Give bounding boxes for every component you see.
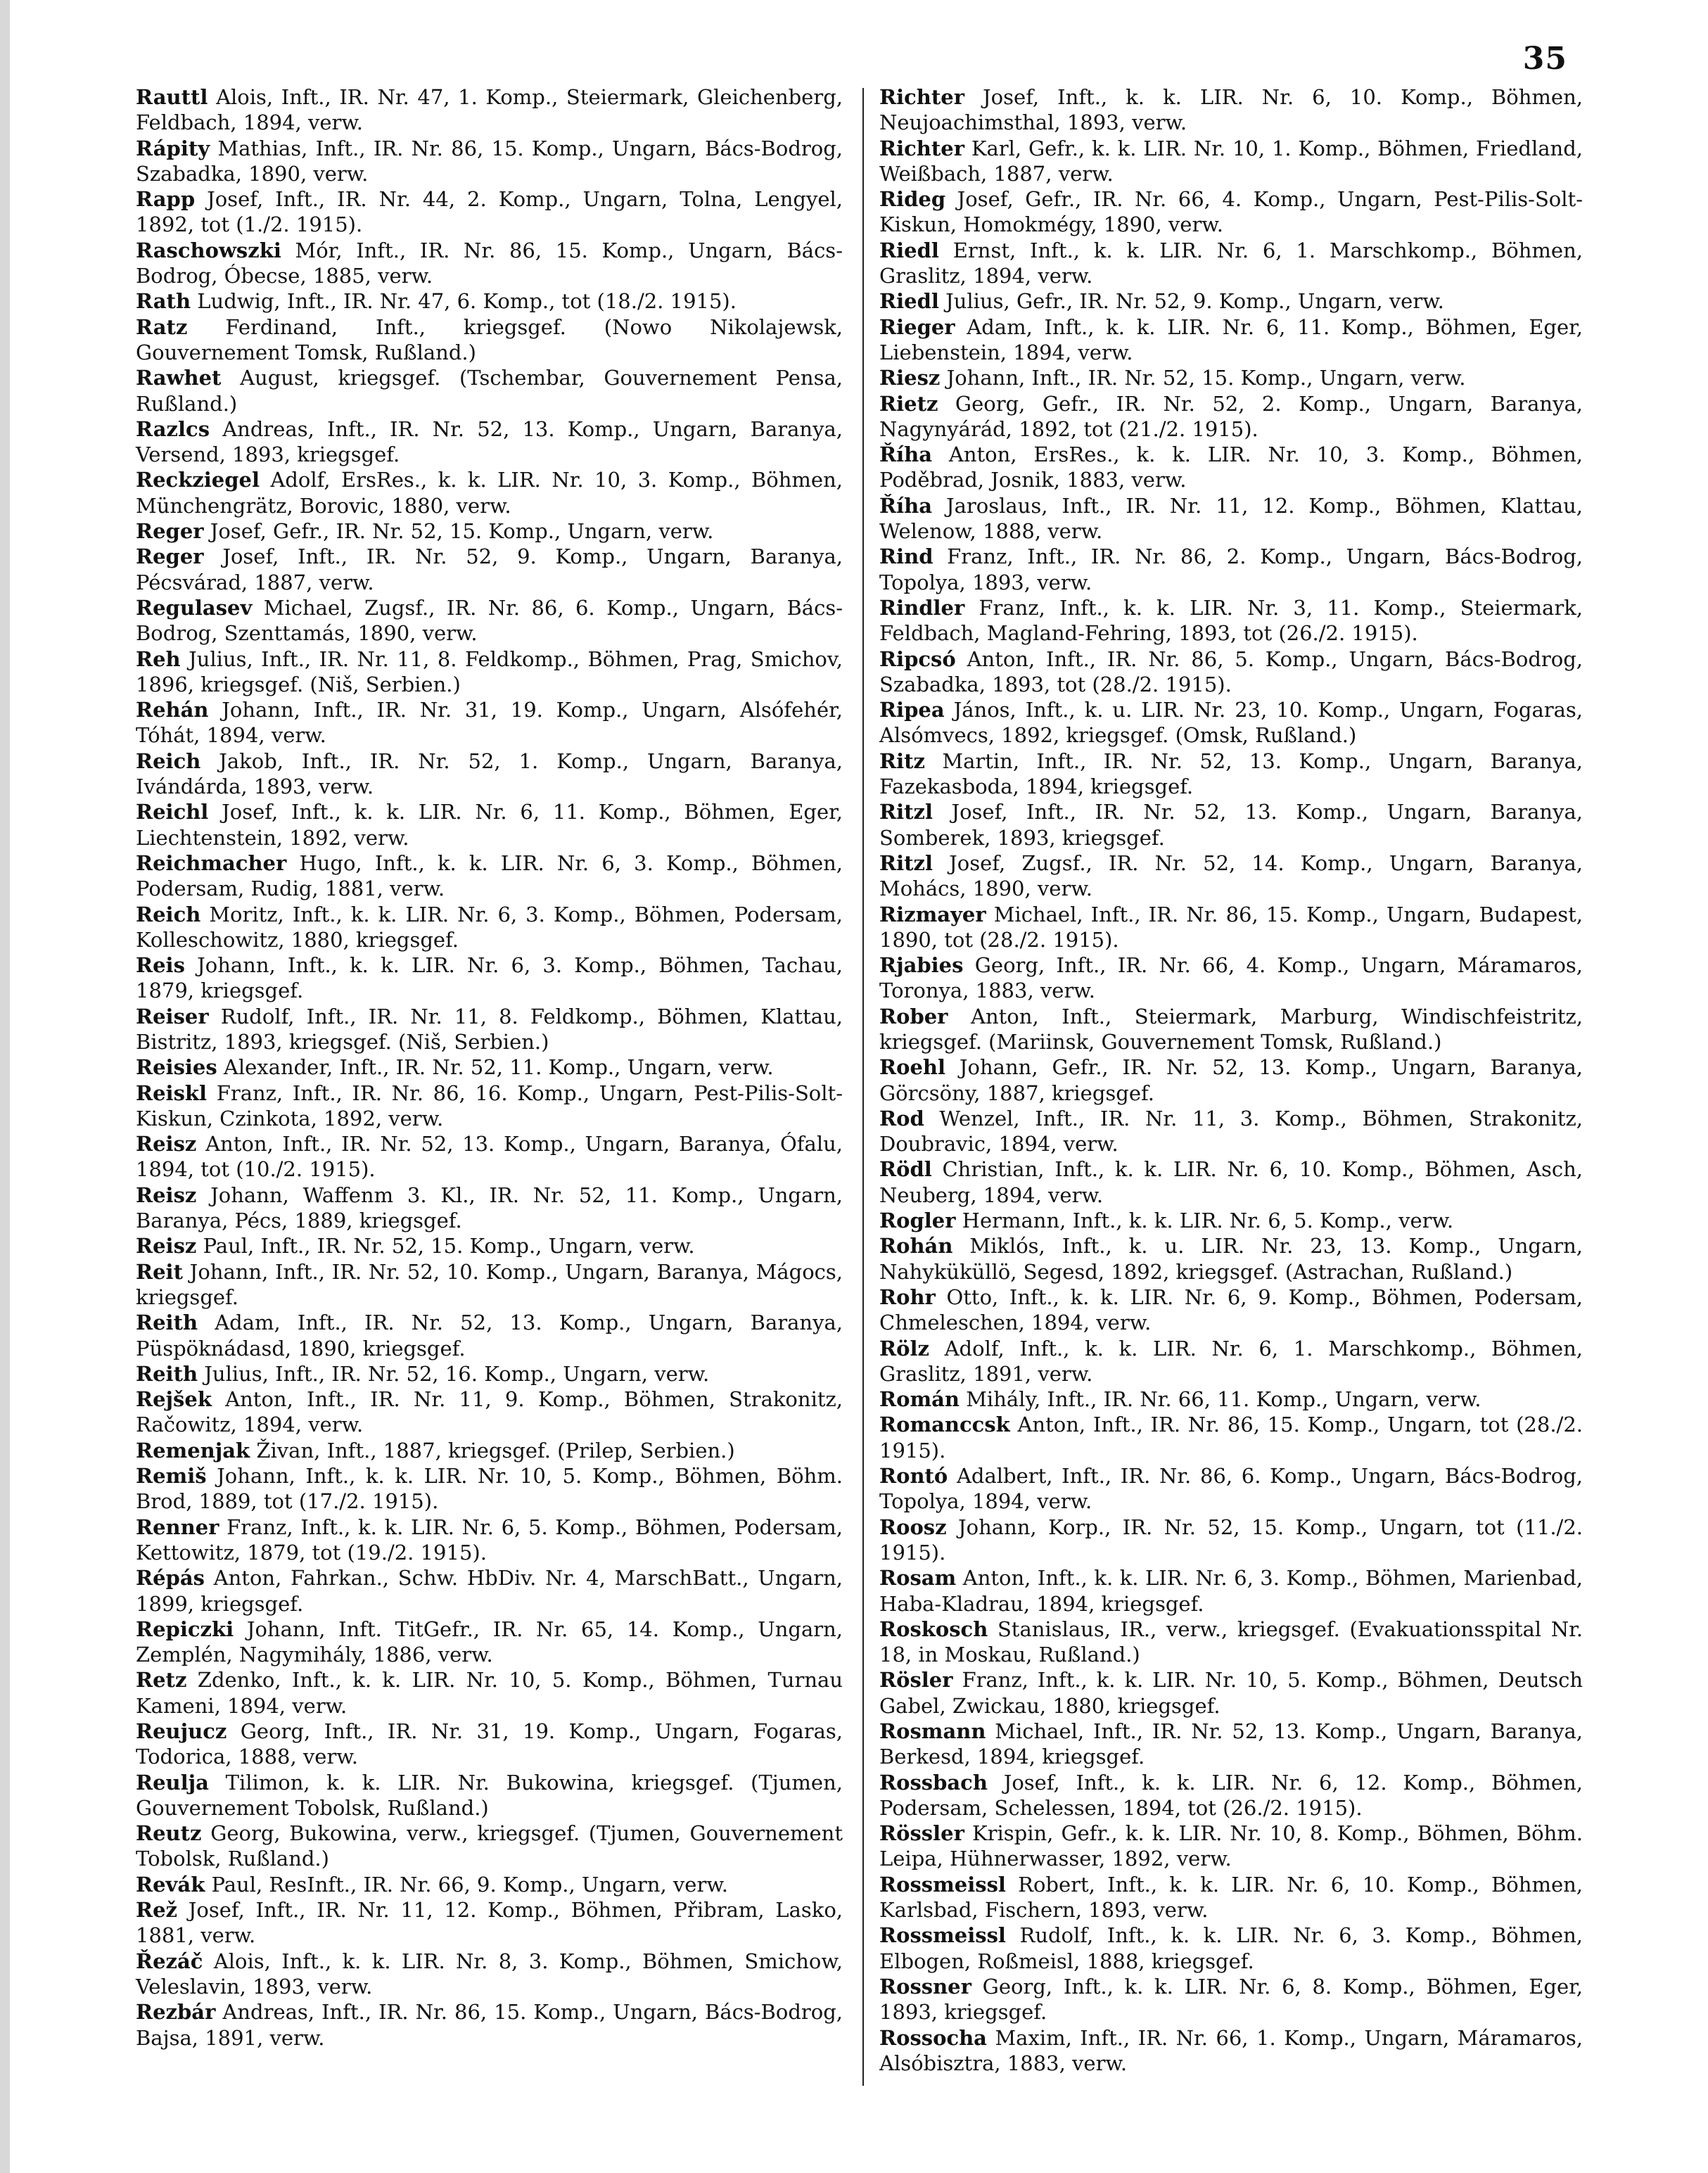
entry-details: Franz, Inft., k. k. LIR. Nr. 6, 5. Komp., Böhmen, Podersam, Kettowitz, 1879, tot (19./2. 1915). — [136, 1515, 843, 1565]
register-entry — [136, 1515, 843, 1566]
entry-details: Georg, Gefr., IR. Nr. 52, 2. Komp., Ungarn, Baranya, Nagynyárád, 1892, tot (21./2. 1915). — [879, 391, 1583, 441]
entry-surname: Reichmacher — [136, 850, 287, 875]
register-entry — [879, 1821, 1583, 1872]
register-entry — [879, 186, 1583, 238]
register-entry — [879, 1106, 1583, 1157]
entry-surname: Riesz — [879, 366, 941, 390]
register-entry — [136, 595, 843, 646]
register-entry — [136, 1897, 843, 1949]
entry-details: Adam, Inft., k. k. LIR. Nr. 6, 11. Komp., Böhmen, Eger, Liebenstein, 1894, verw. — [879, 314, 1583, 364]
entry-surname: Rossner — [879, 1974, 971, 1999]
register-entry — [879, 1004, 1583, 1055]
register-entry — [136, 1565, 843, 1617]
entry-surname: Reich — [136, 902, 201, 926]
entry-surname: Řezáč — [136, 1949, 203, 1973]
entry-surname: Rössler — [879, 1821, 964, 1846]
entry-details: Georg, Inft., IR. Nr. 66, 4. Komp., Ungarn, Máramaros, Toronya, 1883, verw. — [879, 953, 1583, 1003]
entry-details: Josef, Inft., k. k. LIR. Nr. 6, 11. Komp., Böhmen, Eger, Liechtenstein, 1892, verw. — [136, 800, 843, 850]
entry-details: Anton, Inft., Steiermark, Marburg, Windischfeistritz, kriegsgef. (Mariinsk, Gouvernement Tomsk, Rußland.) — [879, 1004, 1583, 1054]
register-entry — [136, 1999, 843, 2051]
register-entry — [879, 902, 1583, 953]
entry-details: Julius, Gefr., IR. Nr. 52, 9. Komp., Ungarn, verw. — [938, 289, 1444, 314]
entry-details: Miklós, Inft., k. u. LIR. Nr. 23, 13. Komp., Ungarn, Nahyküküllö, Segesd, 1892, kriegsgef. (Astrachan, Rußland.) — [879, 1234, 1583, 1284]
register-entry — [136, 1233, 843, 1258]
entry-details: Anton, ErsRes., k. k. LIR. Nr. 10, 3. Komp., Böhmen, Poděbrad, Josnik, 1883, verw. — [879, 442, 1583, 492]
register-entry — [879, 1285, 1583, 1336]
register-entry — [136, 952, 843, 1004]
entry-details: Rudolf, Inft., k. k. LIR. Nr. 6, 3. Komp., Böhmen, Elbogen, Roßmeisl, 1888, kriegsgef. — [879, 1923, 1583, 1973]
entry-surname: Rosam — [879, 1566, 957, 1591]
entry-details: Josef, Inft., IR. Nr. 52, 9. Komp., Ungarn, Baranya, Pécsvárad, 1887, verw. — [136, 544, 843, 594]
register-entry — [136, 902, 843, 953]
entry-details: Franz, Inft., IR. Nr. 86, 16. Komp., Ungarn, Pest-Pilis-Solt-Kiskun, Czinkota, 1892, verw. — [136, 1081, 843, 1130]
register-entry — [136, 186, 843, 238]
entry-surname: Rind — [879, 544, 933, 569]
entry-surname: Regulasev — [136, 595, 253, 620]
register-entry — [879, 1336, 1583, 1387]
register-entry — [879, 136, 1583, 187]
entry-surname: Reckziegel — [136, 468, 260, 492]
scan-edge — [0, 0, 10, 2173]
register-entry — [879, 1770, 1583, 1821]
entry-details: Anton, Inft., IR. Nr. 11, 9. Komp., Böhmen, Strakonitz, Račowitz, 1894, verw. — [136, 1387, 843, 1437]
register-entry — [879, 1667, 1583, 1719]
entry-surname: Ripcsó — [879, 646, 956, 671]
entry-details: Franz, Inft., k. k. LIR. Nr. 10, 5. Komp., Böhmen, Deutsch Gabel, Zwickau, 1880, kriegsgef. — [879, 1668, 1583, 1718]
register-entry — [879, 1719, 1583, 1770]
entry-surname: Remiš — [136, 1464, 207, 1489]
register-entry — [879, 1156, 1583, 1208]
entry-surname: Reisz — [136, 1183, 197, 1207]
entry-surname: Rawhet — [136, 366, 222, 390]
entry-details: Rudolf, Inft., IR. Nr. 11, 8. Feldkomp., Böhmen, Klattau, Bistritz, 1893, kriegsgef. (Niš, Serbien.) — [136, 1004, 843, 1054]
entry-surname: Rápity — [136, 136, 210, 160]
register-entry — [136, 1310, 843, 1361]
entry-surname: Reisz — [136, 1132, 197, 1156]
entry-details: Maxim, Inft., IR. Nr. 66, 1. Komp., Ungarn, Máramaros, Alsóbisztra, 1883, verw. — [879, 2025, 1583, 2075]
entry-details: Johann, Inft., IR. Nr. 31, 19. Komp., Ungarn, Alsófehér, Tóhát, 1894, verw. — [136, 698, 843, 748]
entry-surname: Rontó — [879, 1464, 948, 1489]
register-entry — [879, 1515, 1583, 1566]
entry-surname: Rjabies — [879, 953, 964, 978]
entry-surname: Ripea — [879, 698, 945, 722]
entry-details: Robert, Inft., k. k. LIR. Nr. 6, 10. Komp., Böhmen, Karlsbad, Fischern, 1893, verw. — [879, 1872, 1583, 1923]
entry-details: Adalbert, Inft., IR. Nr. 86, 6. Komp., Ungarn, Bács-Bodrog, Topolya, 1894, verw. — [879, 1464, 1583, 1514]
entry-surname: Reulja — [136, 1770, 209, 1795]
register-entry — [879, 1923, 1583, 1974]
entry-surname: Repiczki — [136, 1617, 234, 1641]
register-entry — [879, 544, 1583, 595]
entry-surname: Revák — [136, 1872, 205, 1897]
entry-surname: Říha — [879, 442, 932, 467]
entry-surname: Répás — [136, 1566, 205, 1591]
entry-surname: Reiskl — [136, 1081, 208, 1105]
entry-surname: Rapp — [136, 187, 196, 212]
entry-details: Mathias, Inft., IR. Nr. 86, 15. Komp., Ungarn, Bács-Bodrog, Szabadka, 1890, verw. — [136, 136, 843, 186]
entry-surname: Rizmayer — [879, 902, 986, 926]
entry-details: Andreas, Inft., IR. Nr. 86, 15. Komp., Ungarn, Bács-Bodrog, Bajsa, 1891, verw. — [136, 2000, 843, 2050]
entry-surname: Reisies — [136, 1055, 217, 1080]
register-entry — [136, 1054, 843, 1080]
column-divider — [862, 88, 864, 2086]
entry-surname: Richter — [879, 85, 964, 109]
entry-details: Hugo, Inft., k. k. LIR. Nr. 6, 3. Komp., Böhmen, Podersam, Rudig, 1881, verw. — [136, 850, 843, 901]
entry-surname: Rehán — [136, 698, 209, 722]
entry-surname: Rezbár — [136, 2000, 216, 2025]
entry-surname: Roehl — [879, 1055, 945, 1080]
entry-surname: Reis — [136, 953, 185, 978]
entry-details: Michael, Inft., IR. Nr. 52, 13. Komp., Ungarn, Baranya, Berkesd, 1894, kriegsgef. — [879, 1719, 1583, 1769]
register-entry — [879, 84, 1583, 136]
entry-details: Josef, Inft., k. k. LIR. Nr. 6, 12. Komp., Böhmen, Podersam, Schelessen, 1894, tot (26./2. 1915). — [879, 1770, 1583, 1820]
register-entry — [879, 850, 1583, 902]
entry-details: Hermann, Inft., k. k. LIR. Nr. 6, 5. Komp., verw. — [955, 1209, 1454, 1233]
entry-surname: Remenjak — [136, 1438, 250, 1463]
entry-surname: Rölz — [879, 1336, 929, 1360]
entry-details: Andreas, Inft., IR. Nr. 52, 13. Komp., Ungarn, Baranya, Versend, 1893, kriegsgef. — [136, 416, 843, 467]
entry-details: Alois, Inft., IR. Nr. 47, 1. Komp., Steiermark, Gleichenberg, Feldbach, 1894, verw. — [136, 85, 843, 135]
register-entry — [136, 1770, 843, 1821]
register-entry — [879, 1387, 1583, 1412]
entry-surname: Rossocha — [879, 2025, 987, 2050]
entry-surname: Roskosch — [879, 1617, 988, 1641]
entry-details: Stanislaus, IR., verw., kriegsgef. (Evakuationsspital Nr. 18, in Moskau, Rußland.) — [879, 1617, 1583, 1667]
entry-details: Martin, Inft., IR. Nr. 52, 13. Komp., Ungarn, Baranya, Fazekasboda, 1894, kriegsgef. — [879, 748, 1583, 799]
entry-surname: Říha — [879, 493, 932, 518]
register-entry — [136, 697, 843, 748]
entry-surname: Rindler — [879, 595, 965, 620]
entry-details: Jaroslaus, Inft., IR. Nr. 11, 12. Komp., Böhmen, Klattau, Welenow, 1888, verw. — [879, 493, 1583, 544]
entry-details: August, kriegsgef. (Tschembar, Gouvernement Pensa, Rußland.) — [136, 366, 843, 416]
entry-surname: Rober — [879, 1004, 948, 1028]
entry-details: Otto, Inft., k. k. LIR. Nr. 6, 9. Komp., Böhmen, Podersam, Chmeleschen, 1894, verw. — [879, 1285, 1583, 1335]
register-entry — [879, 952, 1583, 1004]
entry-details: János, Inft., k. u. LIR. Nr. 23, 10. Komp., Ungarn, Fogaras, Alsómvecs, 1892, kriegsgef. (Omsk, Rußland.) — [879, 698, 1583, 748]
register-entry — [136, 1617, 843, 1668]
entry-details: Adolf, ErsRes., k. k. LIR. Nr. 10, 3. Komp., Böhmen, Münchengrätz, Borovic, 1880, verw. — [136, 468, 843, 518]
entry-details: Adam, Inft., IR. Nr. 52, 13. Komp., Ungarn, Baranya, Püspöknádasd, 1890, kriegsgef. — [136, 1311, 843, 1360]
register-entry — [136, 1719, 843, 1770]
register-entry — [136, 136, 843, 187]
left-column — [136, 84, 843, 2051]
entry-surname: Reith — [136, 1361, 198, 1386]
entry-details: Julius, Inft., IR. Nr. 52, 16. Komp., Ungarn, verw. — [198, 1361, 710, 1386]
entry-surname: Richter — [879, 136, 964, 160]
entry-surname: Reiser — [136, 1004, 209, 1028]
entry-details: Josef, Inft., IR. Nr. 44, 2. Komp., Ungarn, Tolna, Lengyel, 1892, tot (1./2. 1915). — [136, 187, 843, 237]
register-entry — [879, 391, 1583, 442]
entry-surname: Rejšek — [136, 1387, 212, 1412]
entry-details: Johann, Inft., IR. Nr. 52, 15. Komp., Ungarn, verw. — [940, 366, 1466, 390]
entry-surname: Raschowszki — [136, 238, 281, 262]
entry-surname: Rieger — [879, 314, 955, 339]
entry-surname: Rauttl — [136, 85, 208, 109]
entry-surname: Rossmeissl — [879, 1923, 1006, 1948]
entry-details: Ferdinand, Inft., kriegsgef. (Nowo Nikolajewsk, Gouvernement Tomsk, Rußland.) — [136, 314, 843, 364]
entry-details: Tilimon, k. k. LIR. Nr. Bukowina, kriegsgef. (Tjumen, Gouvernement Tobolsk, Rußland.) — [136, 1770, 843, 1820]
entry-details: Franz, Inft., IR. Nr. 86, 2. Komp., Ungarn, Bács-Bodrog, Topolya, 1893, verw. — [879, 544, 1583, 594]
register-entry — [879, 1054, 1583, 1106]
entry-surname: Rogler — [879, 1209, 956, 1233]
register-entry — [879, 697, 1583, 748]
entry-surname: Roosz — [879, 1515, 947, 1539]
entry-details: Josef, Gefr., IR. Nr. 52, 15. Komp., Ungarn, verw. — [203, 519, 714, 544]
entry-details: Živan, Inft., 1887, kriegsgef. (Prilep, Serbien.) — [250, 1438, 735, 1463]
register-entry — [136, 1004, 843, 1055]
register-entry — [136, 238, 843, 289]
register-entry — [136, 1872, 843, 1897]
entry-surname: Rež — [136, 1898, 178, 1923]
entry-surname: Romanccsk — [879, 1413, 1010, 1437]
entry-surname: Reutz — [136, 1821, 202, 1846]
entry-details: Ernst, Inft., k. k. LIR. Nr. 6, 1. Marschkomp., Böhmen, Graslitz, 1894, verw. — [879, 238, 1583, 288]
entry-details: Adolf, Inft., k. k. LIR. Nr. 6, 1. Marschkomp., Böhmen, Graslitz, 1891, verw. — [879, 1336, 1583, 1386]
entry-surname: Rohán — [879, 1234, 953, 1258]
entry-details: Mór, Inft., IR. Nr. 86, 15. Komp., Ungarn, Bács-Bodrog, Óbecse, 1885, verw. — [136, 238, 843, 288]
entry-surname: Reit — [136, 1259, 183, 1284]
register-entry — [136, 1131, 843, 1183]
entry-surname: Rossbach — [879, 1770, 988, 1795]
register-entry — [879, 799, 1583, 850]
register-entry — [879, 1617, 1583, 1668]
entry-details: Josef, Gefr., IR. Nr. 66, 4. Komp., Ungarn, Pest-Pilis-Solt-Kiskun, Homokmégy, 1890, verw. — [879, 187, 1583, 237]
register-entry — [879, 748, 1583, 800]
register-entry — [136, 84, 843, 136]
register-entry — [879, 1463, 1583, 1515]
entry-details: Paul, Inft., IR. Nr. 52, 15. Komp., Ungarn, verw. — [196, 1234, 695, 1258]
entry-details: Michael, Inft., IR. Nr. 86, 15. Komp., Ungarn, Budapest, 1890, tot (28./2. 1915). — [879, 902, 1583, 952]
entry-details: Karl, Gefr., k. k. LIR. Nr. 10, 1. Komp., Böhmen, Friedland, Weißbach, 1887, verw. — [879, 136, 1583, 186]
register-entry — [879, 2025, 1583, 2077]
register-entry — [879, 365, 1583, 390]
entry-surname: Retz — [136, 1668, 187, 1693]
entry-details: Krispin, Gefr., k. k. LIR. Nr. 10, 8. Komp., Böhmen, Böhm. Leipa, Hühnerwasser, 1892, verw. — [879, 1821, 1583, 1871]
entry-surname: Ritzl — [879, 800, 933, 824]
entry-surname: Rösler — [879, 1668, 953, 1693]
register-entry — [136, 850, 843, 902]
entry-surname: Renner — [136, 1515, 219, 1539]
register-entry — [879, 238, 1583, 289]
register-entry — [879, 595, 1583, 646]
entry-details: Johann, Inft. TitGefr., IR. Nr. 65, 14. Komp., Ungarn, Zemplén, Nagymihály, 1886, verw. — [136, 1617, 843, 1667]
entry-surname: Román — [879, 1387, 960, 1412]
register-entry — [879, 1412, 1583, 1463]
entry-details: Paul, ResInft., IR. Nr. 66, 9. Komp., Ungarn, verw. — [205, 1872, 728, 1897]
entry-surname: Reisz — [136, 1234, 197, 1258]
entry-surname: Rödl — [879, 1157, 932, 1182]
entry-surname: Reger — [136, 519, 204, 544]
register-entry — [879, 1208, 1583, 1233]
entry-details: Georg, Inft., k. k. LIR. Nr. 6, 8. Komp., Böhmen, Eger, 1893, kriegsgef. — [879, 1974, 1583, 2025]
entry-surname: Riedl — [879, 289, 939, 314]
register-entry — [136, 1259, 843, 1311]
register-entry — [136, 799, 843, 850]
entry-details: Josef, Inft., IR. Nr. 52, 13. Komp., Ungarn, Baranya, Somberek, 1893, kriegsgef. — [879, 800, 1583, 850]
entry-surname: Reger — [136, 544, 204, 569]
register-entry — [136, 1438, 843, 1463]
entry-surname: Rideg — [879, 187, 946, 212]
register-entry — [136, 1667, 843, 1719]
entry-details: Johann, Inft., IR. Nr. 52, 10. Komp., Ungarn, Baranya, Mágocs, kriegsgef. — [136, 1259, 843, 1309]
register-entry — [136, 1463, 843, 1515]
entry-details: Johann, Waffenm 3. Kl., IR. Nr. 52, 11. Komp., Ungarn, Baranya, Pécs, 1889, kriegsgef. — [136, 1183, 843, 1233]
entry-surname: Rod — [879, 1106, 924, 1130]
entry-details: Anton, Inft., IR. Nr. 86, 15. Komp., Ungarn, tot (28./2. 1915). — [879, 1413, 1583, 1463]
entry-details: Ludwig, Inft., IR. Nr. 47, 6. Komp., tot (18./2. 1915). — [191, 289, 737, 314]
entry-details: Anton, Fahrkan., Schw. HbDiv. Nr. 4, MarschBatt., Ungarn, 1899, kriegsgef. — [136, 1566, 843, 1616]
entry-details: Georg, Bukowina, verw., kriegsgef. (Tjumen, Gouvernement Tobolsk, Rußland.) — [136, 1821, 843, 1871]
entry-surname: Rath — [136, 289, 191, 314]
entry-surname: Rosmann — [879, 1719, 986, 1743]
register-entry — [879, 314, 1583, 366]
register-entry — [136, 1387, 843, 1438]
entry-details: Johann, Inft., k. k. LIR. Nr. 6, 3. Komp., Böhmen, Tachau, 1879, kriegsgef. — [136, 953, 843, 1003]
register-entry — [136, 544, 843, 595]
register-entry — [136, 1183, 843, 1234]
entry-details: Anton, Inft., IR. Nr. 86, 5. Komp., Ungarn, Bács-Bodrog, Szabadka, 1893, tot (28./2. 1915). — [879, 646, 1583, 696]
register-entry — [136, 467, 843, 518]
entry-surname: Reichl — [136, 800, 209, 824]
entry-details: Johann, Gefr., IR. Nr. 52, 13. Komp., Ungarn, Baranya, Görcsöny, 1887, kriegsgef. — [879, 1055, 1583, 1105]
entry-details: Johann, Inft., k. k. LIR. Nr. 10, 5. Komp., Böhmen, Böhm. Brod, 1889, tot (17./2. 1915). — [136, 1464, 843, 1514]
register-entry — [879, 1233, 1583, 1285]
register-entry — [136, 518, 843, 544]
register-entry — [879, 493, 1583, 544]
entry-surname: Ritzl — [879, 850, 933, 875]
entry-surname: Reh — [136, 646, 181, 671]
entry-details: Franz, Inft., k. k. LIR. Nr. 3, 11. Komp., Steiermark, Feldbach, Magland-Fehring, 1893, tot (26./2. 1915). — [879, 595, 1583, 646]
right-column — [879, 84, 1583, 2076]
entry-surname: Reujucz — [136, 1719, 227, 1743]
entry-details: Julius, Inft., IR. Nr. 11, 8. Feldkomp., Böhmen, Prag, Smichov, 1896, kriegsgef. (Niš, Serbien.) — [136, 646, 843, 696]
entry-details: Moritz, Inft., k. k. LIR. Nr. 6, 3. Komp., Böhmen, Podersam, Kolleschowitz, 1880, kriegsgef. — [136, 902, 843, 952]
register-entry — [136, 1821, 843, 1872]
page-number: 35 — [1522, 41, 1567, 77]
entry-surname: Rohr — [879, 1285, 936, 1309]
entry-details: Wenzel, Inft., IR. Nr. 11, 3. Komp., Böhmen, Strakonitz, Doubravic, 1894, verw. — [879, 1106, 1583, 1156]
entry-details: Anton, Inft., k. k. LIR. Nr. 6, 3. Komp., Böhmen, Marienbad, Haba-Kladrau, 1894, kriegsgef. — [879, 1566, 1583, 1616]
register-entry — [136, 646, 843, 698]
entry-surname: Ratz — [136, 314, 188, 339]
register-entry — [879, 1974, 1583, 2025]
register-entry — [879, 1565, 1583, 1617]
register-entry — [136, 288, 843, 314]
entry-details: Mihály, Inft., IR. Nr. 66, 11. Komp., Ungarn, verw. — [960, 1387, 1481, 1412]
entry-details: Johann, Korp., IR. Nr. 52, 15. Komp., Ungarn, tot (11./2. 1915). — [879, 1515, 1583, 1565]
entry-surname: Reith — [136, 1311, 198, 1335]
register-entry — [136, 365, 843, 416]
entry-details: Jakob, Inft., IR. Nr. 52, 1. Komp., Ungarn, Baranya, Ivándárda, 1893, verw. — [136, 748, 843, 799]
entry-details: Georg, Inft., IR. Nr. 31, 19. Komp., Ungarn, Fogaras, Todorica, 1888, verw. — [136, 1719, 843, 1769]
entry-details: Josef, Inft., k. k. LIR. Nr. 6, 10. Komp., Böhmen, Neujoachimsthal, 1893, verw. — [879, 85, 1583, 135]
entry-details: Zdenko, Inft., k. k. LIR. Nr. 10, 5. Komp., Böhmen, Turnau Kameni, 1894, verw. — [136, 1668, 843, 1718]
register-entry — [136, 314, 843, 366]
entry-details: Alexander, Inft., IR. Nr. 52, 11. Komp., Ungarn, verw. — [217, 1055, 774, 1080]
register-entry — [136, 1081, 843, 1132]
register-entry — [879, 442, 1583, 493]
register-entry — [879, 288, 1583, 314]
entry-surname: Razlcs — [136, 416, 210, 441]
register-entry — [879, 1872, 1583, 1923]
entry-surname: Ritz — [879, 748, 925, 773]
entry-surname: Rietz — [879, 391, 938, 416]
entry-surname: Riedl — [879, 238, 939, 262]
entry-details: Josef, Inft., IR. Nr. 11, 12. Komp., Böhmen, Přibram, Lasko, 1881, verw. — [136, 1898, 843, 1948]
entry-details: Michael, Zugsf., IR. Nr. 86, 6. Komp., Ungarn, Bács-Bodrog, Szenttamás, 1890, verw. — [136, 595, 843, 646]
register-entry — [136, 1949, 843, 2000]
register-entry — [136, 416, 843, 468]
entry-details: Alois, Inft., k. k. LIR. Nr. 8, 3. Komp., Böhmen, Smichow, Veleslavin, 1893, verw. — [136, 1949, 843, 1999]
register-entry — [136, 1361, 843, 1387]
entry-details: Anton, Inft., IR. Nr. 52, 13. Komp., Ungarn, Baranya, Ófalu, 1894, tot (10./2. 1915). — [136, 1132, 843, 1182]
entry-details: Josef, Zugsf., IR. Nr. 52, 14. Komp., Ungarn, Baranya, Mohács, 1890, verw. — [879, 850, 1583, 901]
entry-details: Christian, Inft., k. k. LIR. Nr. 6, 10. Komp., Böhmen, Asch, Neuberg, 1894, verw. — [879, 1157, 1583, 1207]
entry-surname: Rossmeissl — [879, 1872, 1006, 1897]
register-entry — [136, 748, 843, 800]
entry-surname: Reich — [136, 748, 201, 773]
register-entry — [879, 646, 1583, 698]
